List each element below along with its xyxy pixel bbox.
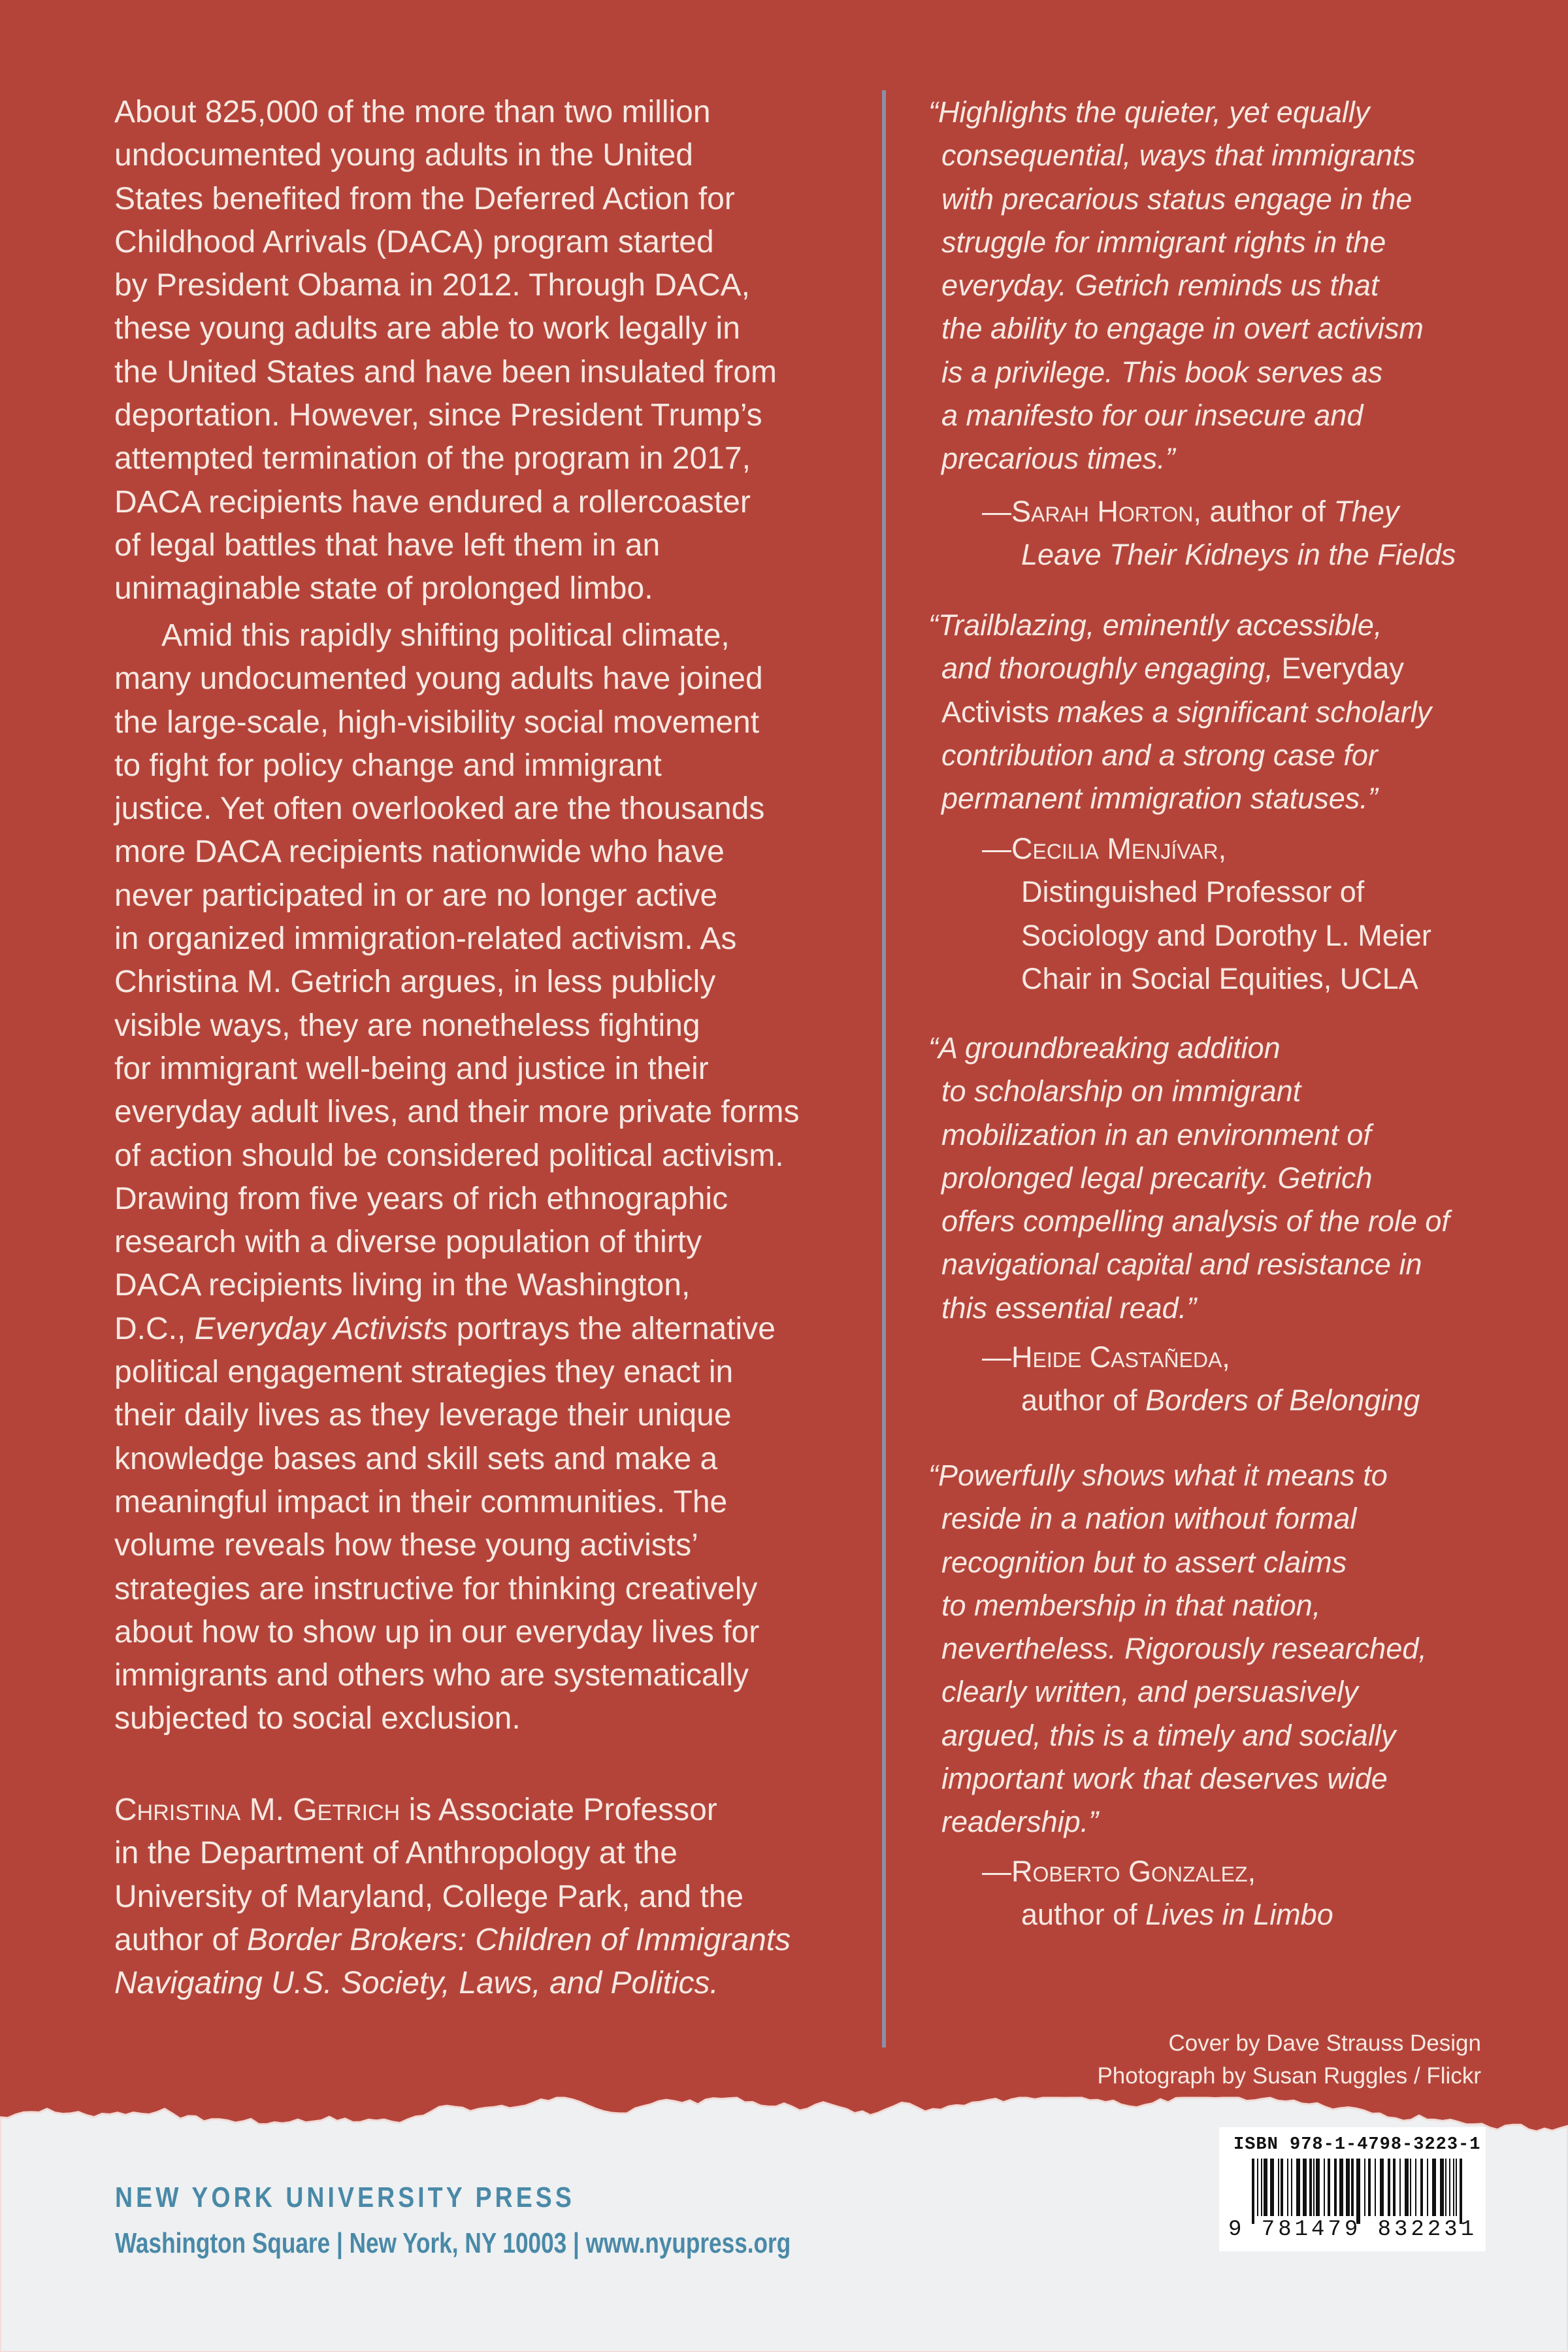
text-segment: Borders of Belonging [1145,1383,1420,1417]
quote-line: mobilization in an environment of [941,1118,1371,1151]
text-segment: , [1218,832,1227,865]
barcode-bar [1460,2159,1462,2224]
text-segment: Border Brokers: Children of Immigrants [246,1922,791,1957]
attribution-line [941,1893,1333,1936]
blurb-attribution [941,1850,1333,1937]
paragraph-line: strategies are instructive for thinking creatively [114,1571,758,1606]
quote-line: struggle for immigrant rights in the [941,225,1386,259]
paragraph-line: justice. Yet often overlooked are the thousands [114,791,765,827]
text-segment: , [1247,1855,1256,1888]
paragraph-line [114,1919,791,1962]
barcode-bar [1445,2159,1446,2216]
quote-line: navigational capital and resistance in [941,1248,1422,1282]
barcode-bar [1440,2159,1444,2216]
barcode-bar [1270,2159,1274,2216]
paragraph-line: undocumented young adults in the United [114,138,693,173]
quote-line: “Trailblazing, eminently accessible, [928,608,1382,642]
quote-line: consequential, ways that immigrants [941,139,1416,173]
paragraph-line: About 825,000 of the more than two million [114,95,711,129]
barcode-bar [1303,2159,1307,2216]
paragraph-line: about how to show up in our everyday lives for [114,1614,760,1649]
attribution-line [941,1379,1420,1422]
attribution-line [941,1336,1420,1379]
description-paragraph [114,614,799,1741]
quote-line: offers compelling analysis of the role of [941,1204,1450,1238]
quote-line: to membership in that nation, [941,1588,1321,1622]
quote-line: with precarious status engage in the [941,182,1413,216]
text-segment: Everyday [1281,652,1405,686]
blurb-quote [928,604,1432,820]
quote-line: important work that deserves wide [941,1762,1388,1796]
description-paragraph [114,91,777,611]
paragraph-line: University of Maryland, College Park, and the [114,1879,744,1914]
quote-line: contribution and a strong case for [941,738,1378,772]
quote-line: nevertheless. Rigorously researched, [941,1632,1427,1666]
paragraph-line: Drawing from five years of rich ethnographic [114,1181,728,1216]
paragraph-line: everyday adult lives, and their more private forms [114,1095,800,1130]
paragraph-line: Childhood Arrivals (DACA) program started [114,224,714,259]
paragraph-line: in organized immigration-related activism. As [114,921,737,957]
text-segment: Sarah Horton [1011,495,1194,528]
description-paragraph [114,1789,791,2005]
text-segment: Christina M. Getrich [114,1793,400,1827]
text-segment: They [1333,495,1399,528]
barcode-bars [1252,2159,1467,2224]
barcode-bar [1453,2159,1454,2216]
quote-line: “Highlights the quieter, yet equally [928,95,1370,129]
barcode-bar [1420,2159,1423,2216]
barcode-bar [1405,2159,1409,2216]
blurb-attribution [941,1336,1420,1423]
barcode-bar [1449,2159,1450,2216]
attribution-line [941,490,1456,533]
barcode-bar [1415,2159,1416,2216]
paragraph-line: their daily lives as they leverage their unique [114,1398,732,1433]
paragraph-line: the large-scale, high-visibility social movement [114,704,760,740]
attribution-line: Distinguished Professor of [1021,875,1365,909]
column-divider [882,90,886,2047]
barcode-bar [1296,2159,1300,2216]
barcode-bar [1316,2159,1320,2216]
paragraph-line: attempted termination of the program in 2017, [114,441,751,476]
blurb-attribution [941,490,1456,577]
text-segment: — [982,832,1011,865]
quote-line: prolonged legal precarity. Getrich [941,1161,1373,1195]
paragraph-line: visible ways, they are nonetheless fighting [114,1008,700,1043]
isbn-label: ISBN 978-1-4798-3223-1 [1233,2135,1481,2155]
text-segment: , author of [1193,495,1334,528]
text-segment: author of [1021,1383,1146,1417]
paragraph-line [114,1789,791,1832]
attribution-line [941,827,1431,870]
text-segment: author of [114,1922,247,1957]
barcode-bar [1388,2159,1390,2216]
quote-line: clearly written, and persuasively [941,1675,1358,1709]
quote-line: everyday. Getrich reminds us that [941,269,1379,303]
barcode-bar [1427,2159,1428,2216]
barcode-bar [1351,2159,1354,2216]
paragraph-line: knowledge bases and skill sets and make a [114,1441,718,1476]
barcode-bar [1291,2159,1292,2216]
paragraph-line: these young adults are able to work legally in [114,311,740,346]
paragraph-line: Christina M. Getrich argues, in less publicly [114,965,716,1000]
barcode-bar [1324,2159,1325,2216]
paragraph-line: by President Obama in 2012. Through DACA, [114,268,750,303]
barcode-bar [1334,2159,1337,2216]
attribution-line [941,1850,1333,1893]
quote-line: the ability to engage in overt activism [941,312,1424,346]
text-segment: Cecilia Menjívar [1011,832,1218,865]
barcode-bar [1399,2159,1401,2216]
paragraph-line: volume reveals how these young activists’ [114,1528,698,1563]
paragraph-line: more DACA recipients nationwide who have [114,835,725,870]
barcode-bar [1356,2159,1360,2224]
text-segment: D.C., [114,1311,195,1346]
text-segment: — [982,495,1011,528]
barcode-bar [1432,2159,1436,2216]
paragraph-line: to fight for policy change and immigrant [114,748,662,783]
quote-line: precarious times.” [941,442,1175,476]
barcode-bar [1287,2159,1288,2216]
quote-line: a manifesto for our insecure and [941,399,1364,433]
blurb-quote [928,1454,1427,1844]
text-segment: Everyday Activists [194,1311,448,1346]
quote-line: reside in a nation without formal [941,1502,1357,1536]
text-segment: Lives in Limbo [1145,1898,1333,1932]
paragraph-line [114,1962,791,2005]
attribution-line [941,533,1456,576]
barcode-bar [1252,2159,1254,2224]
publisher-name: NEW YORK UNIVERSITY PRESS [115,2181,575,2213]
quote-line: readership.” [941,1805,1099,1839]
attribution-line: Sociology and Dorothy L. Meier [1021,918,1431,952]
attribution-line: Chair in Social Equities, UCLA [1021,961,1418,995]
text-segment: Heide Castañeda [1011,1340,1222,1374]
text-segment: makes a significant scholarly [1049,695,1432,729]
quote-line: “A groundbreaking addition [928,1031,1281,1065]
paragraph-line: Amid this rapidly shifting political climate, [161,618,730,653]
barcode-bar [1339,2159,1343,2216]
barcode-bar [1368,2159,1371,2216]
text-segment: portrays the alternative [448,1311,776,1346]
quote-line: recognition but to assert claims [941,1545,1347,1579]
paragraph-line: deportation. However, since President Trump’s [114,398,762,433]
ean-number: 9 781479 832231 [1228,2217,1478,2242]
quote-line: to scholarship on immigrant [941,1074,1301,1108]
paragraph-line: many undocumented young adults have joined [114,661,763,697]
paragraph-line: the United States and have been insulated from [114,354,777,389]
text-segment: Leave Their Kidneys in the Fields [1021,538,1456,572]
cover-credit: Cover by Dave Strauss Design [1168,2030,1481,2056]
barcode [1219,2127,1486,2251]
text-segment: Activists [941,695,1050,729]
barcode-bar [1346,2159,1350,2216]
text-segment: , [1222,1340,1230,1374]
barcode-bar [1375,2159,1376,2216]
paragraph-line: never participated in or are no longer active [114,878,718,913]
text-segment: — [982,1855,1011,1888]
paragraph-line: meaningful impact in their communities. The [114,1484,728,1519]
paragraph-line: immigrants and others who are systematically [114,1658,749,1693]
paragraph-line: for immigrant well-being and justice in their [114,1051,709,1086]
barcode-bar [1364,2159,1365,2216]
paragraph-line: in the Department of Anthropology at the [114,1836,678,1871]
paragraph-line: unimaginable state of prolonged limbo. [114,571,653,606]
paragraph-line [114,1308,799,1351]
blurb-attribution [941,827,1431,1001]
text-segment: — [982,1340,1011,1374]
paragraph-line: political engagement strategies they enact in [114,1355,734,1390]
barcode-bar [1380,2159,1384,2216]
barcode-bar [1328,2159,1330,2216]
paragraph-line: research with a diverse population of thirty [114,1225,702,1260]
photo-credit: Photograph by Susan Ruggles / Flickr [1097,2063,1481,2089]
text-segment: Navigating U.S. Society, Laws, and Politics. [114,1966,719,2001]
quote-line: permanent immigration statuses.” [941,782,1378,816]
barcode-bar [1410,2159,1411,2216]
barcode-bar [1281,2159,1283,2216]
text-segment: and thoroughly engaging, [941,652,1282,686]
barcode-bar [1309,2159,1312,2216]
paragraph-line: DACA recipients living in the Washington, [114,1268,691,1303]
quote-line [941,647,1431,690]
blurb-quote [928,91,1424,481]
paragraph-line: States benefited from the Deferred Action for [114,181,735,216]
barcode-bar [1278,2159,1279,2216]
credits [1097,2027,1481,2093]
text-segment: Roberto Gonzalez [1011,1855,1248,1888]
blurb-quote [928,1027,1450,1330]
quote-line: “Powerfully shows what it means to [928,1459,1388,1492]
publisher-address: Washington Square | New York, NY 10003 | www.nyupress.org [115,2227,791,2259]
text-segment: author of [1021,1898,1146,1932]
barcode-bar [1313,2159,1315,2216]
barcode-bar [1393,2159,1396,2216]
paragraph-line: subjected to social exclusion. [114,1701,521,1736]
paragraph-line: of legal battles that have left them in an [114,527,661,563]
quote-line: is a privilege. This book serves as [941,355,1383,389]
barcode-bar [1257,2159,1258,2216]
barcode-bar [1264,2159,1267,2216]
paragraph-line: DACA recipients have endured a rollercoaster [114,484,751,520]
paragraph-line: of action should be considered political activism. [114,1138,784,1173]
barcode-bar [1261,2159,1262,2216]
quote-line: this essential read.” [941,1291,1197,1325]
quote-line [941,691,1431,734]
quote-line: argued, this is a timely and socially [941,1718,1396,1752]
barcode-bar [1456,2159,1457,2216]
text-segment: is Associate Professor [400,1793,717,1827]
